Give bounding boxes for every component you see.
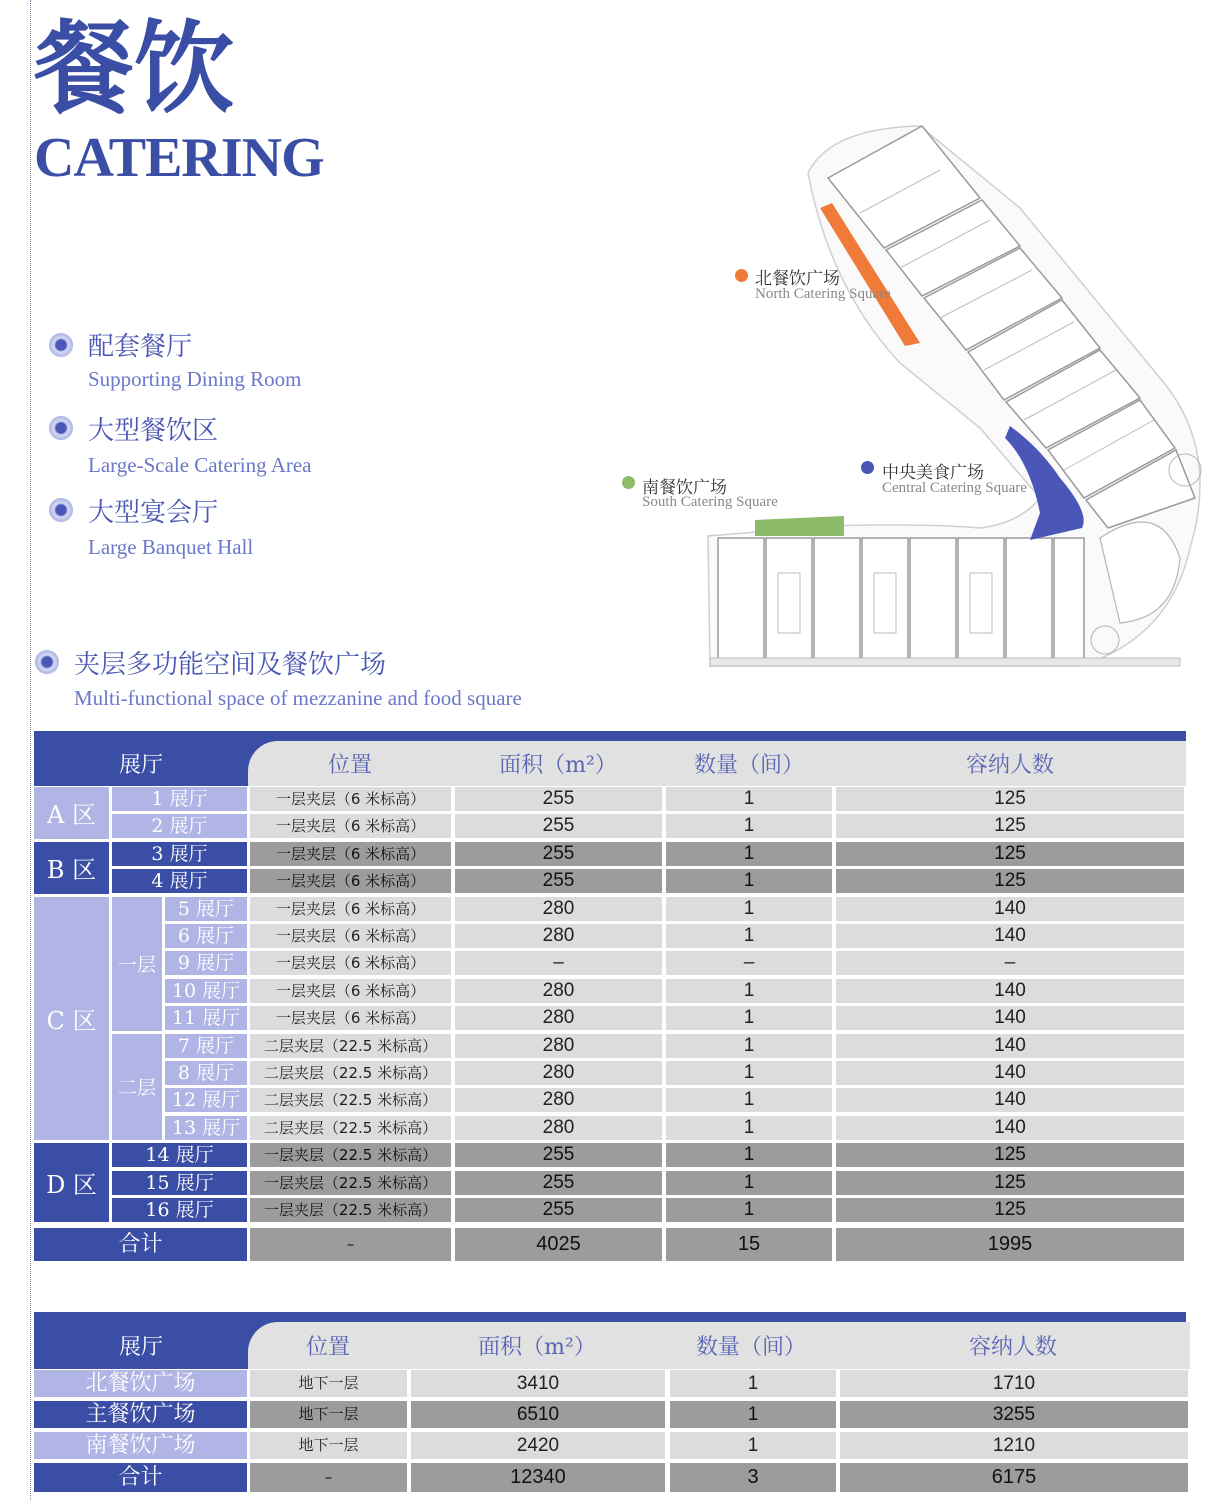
page-title-en: CATERING — [34, 127, 324, 189]
position-cell: 一层夹层（22.5 米标高） — [250, 1143, 451, 1167]
header-count: 数量（间） — [695, 1335, 806, 1360]
position-cell: 一层夹层（6 米标高） — [250, 869, 451, 893]
capacity-cell: 3255 — [840, 1401, 1188, 1428]
position-cell: 一层夹层（6 米标高） — [250, 1006, 451, 1030]
header-area: 面积（m²） — [499, 753, 617, 778]
header-count: 数量（间） — [693, 753, 804, 778]
count-cell: 1 — [670, 1370, 836, 1397]
capacity-cell: 125 — [836, 1171, 1184, 1195]
hall-name-cell: 14 展厅 — [112, 1143, 247, 1167]
area-cell: 255 — [455, 869, 662, 893]
capacity-cell: 140 — [836, 924, 1184, 948]
square-name-cell: 北餐饮广场 — [34, 1370, 247, 1397]
count-cell: 1 — [666, 1006, 832, 1030]
area-cell: 280 — [455, 1034, 662, 1058]
total-capacity-cell: 1995 — [836, 1228, 1184, 1261]
count-cell: 1 — [666, 787, 832, 811]
bullet-icon — [49, 416, 73, 440]
hall-name-cell: 9 展厅 — [165, 951, 247, 975]
square-name-cell: 主餐饮广场 — [34, 1401, 247, 1428]
capacity-cell: 125 — [836, 869, 1184, 893]
hall-name-cell: 1 展厅 — [112, 787, 247, 811]
total-position-cell: – — [250, 1463, 407, 1492]
count-cell: 1 — [666, 979, 832, 1003]
position-cell: 一层夹层（6 米标高） — [250, 979, 451, 1003]
floor-1-label: 一层 — [112, 897, 162, 1031]
total-position-cell: – — [250, 1228, 451, 1261]
zone-d-label: D 区 — [34, 1143, 109, 1222]
header-area: 面积（m²） — [478, 1335, 596, 1360]
table-top-bar — [34, 1312, 1186, 1322]
hall-name-cell: 15 展厅 — [112, 1171, 247, 1195]
area-cell: 6510 — [411, 1401, 665, 1428]
header-capacity: 容纳人数 — [968, 1335, 1057, 1360]
feature-cn: 配套餐厅 — [88, 332, 193, 362]
total-area-cell: 4025 — [455, 1228, 662, 1261]
count-cell: 1 — [666, 1143, 832, 1167]
capacity-cell: 125 — [836, 1198, 1184, 1222]
position-cell: 一层夹层（6 米标高） — [250, 814, 451, 838]
header-position: 位置 — [305, 1335, 350, 1360]
feature-en: Multi-functional space of mezzanine and food square — [74, 686, 522, 710]
area-cell: 280 — [455, 897, 662, 921]
area-cell: 280 — [455, 979, 662, 1003]
count-cell: 1 — [666, 897, 832, 921]
floor-2-label: 二层 — [112, 1034, 162, 1141]
central-square-label-cn: 中央美食广场 — [882, 463, 984, 483]
feature-cn: 大型餐饮区 — [88, 416, 219, 446]
central-dot-icon — [861, 461, 874, 474]
count-cell: 1 — [666, 1198, 832, 1222]
south-dot-icon — [622, 476, 635, 489]
feature-en: Supporting Dining Room — [88, 367, 302, 391]
table-header — [34, 1322, 1190, 1369]
hall-name-cell: 5 展厅 — [165, 897, 247, 921]
bullet-icon — [49, 498, 73, 522]
total-label: 合计 — [34, 1228, 247, 1261]
count-cell: 1 — [666, 842, 832, 866]
capacity-cell: 140 — [836, 1061, 1184, 1085]
area-cell: 255 — [455, 1171, 662, 1195]
site-plan-drawing — [600, 118, 1211, 678]
area-cell: 255 — [455, 787, 662, 811]
position-cell: 一层夹层（6 米标高） — [250, 924, 451, 948]
count-cell: 1 — [666, 1171, 832, 1195]
area-cell: 2420 — [411, 1432, 665, 1459]
capacity-cell: 140 — [836, 979, 1184, 1003]
bullet-icon — [49, 333, 73, 357]
capacity-cell: 140 — [836, 897, 1184, 921]
count-cell: 1 — [666, 1034, 832, 1058]
page-title-cn: 餐饮 — [34, 10, 234, 127]
capacity-cell: 125 — [836, 1143, 1184, 1167]
position-cell: 一层夹层（22.5 米标高） — [250, 1171, 451, 1195]
count-cell: 1 — [666, 1061, 832, 1085]
position-cell: 二层夹层（22.5 米标高） — [250, 1034, 451, 1058]
header-capacity: 容纳人数 — [965, 753, 1054, 778]
feature-en: Large Banquet Hall — [88, 535, 254, 559]
south-square-label-en: South Catering Square — [642, 494, 778, 510]
north-square-label-en: North Catering Square — [755, 286, 891, 302]
area-cell: 3410 — [411, 1370, 665, 1397]
north-dot-icon — [735, 269, 748, 282]
area-cell: 255 — [455, 1143, 662, 1167]
count-cell: 1 — [670, 1401, 836, 1428]
position-cell: 二层夹层（22.5 米标高） — [250, 1116, 451, 1140]
hall-name-cell: 4 展厅 — [112, 869, 247, 893]
table-top-bar — [34, 731, 1186, 741]
header-position: 位置 — [327, 753, 372, 778]
capacity-cell: – — [836, 951, 1184, 975]
area-cell: 255 — [455, 814, 662, 838]
position-cell: 一层夹层（6 米标高） — [250, 842, 451, 866]
south-square-label-cn: 南餐饮广场 — [642, 478, 727, 498]
position-cell: 地下一层 — [250, 1432, 407, 1459]
count-cell: 1 — [666, 924, 832, 948]
count-cell: 1 — [666, 1116, 832, 1140]
zone-a-label: A 区 — [34, 787, 109, 839]
feature-cn: 大型宴会厅 — [88, 498, 219, 528]
header-hall: 展厅 — [34, 741, 248, 786]
hall-name-cell: 16 展厅 — [112, 1198, 247, 1222]
position-cell: 一层夹层（6 米标高） — [250, 897, 451, 921]
area-cell: 280 — [455, 1006, 662, 1030]
capacity-cell: 140 — [836, 1006, 1184, 1030]
total-label: 合计 — [34, 1463, 247, 1492]
position-cell: 地下一层 — [250, 1370, 407, 1397]
capacity-cell: 125 — [836, 842, 1184, 866]
site-plan-map — [600, 118, 1211, 678]
table-header — [34, 741, 1186, 786]
capacity-cell: 125 — [836, 814, 1184, 838]
position-cell: 二层夹层（22.5 米标高） — [250, 1088, 451, 1112]
food-square-table — [34, 1312, 1186, 1492]
north-square-label-cn: 北餐饮广场 — [755, 269, 840, 289]
hall-name-cell: 12 展厅 — [165, 1088, 247, 1112]
capacity-cell: 1210 — [840, 1432, 1188, 1459]
area-cell: 280 — [455, 924, 662, 948]
capacity-cell: 140 — [836, 1116, 1184, 1140]
position-cell: 一层夹层（6 米标高） — [250, 951, 451, 975]
capacity-cell: 140 — [836, 1034, 1184, 1058]
hall-name-cell: 3 展厅 — [112, 842, 247, 866]
feature-en: Large-Scale Catering Area — [88, 453, 312, 477]
total-capacity-cell: 6175 — [840, 1463, 1188, 1492]
central-square-label-en: Central Catering Square — [882, 480, 1027, 496]
position-cell: 一层夹层（22.5 米标高） — [250, 1198, 451, 1222]
area-cell: 280 — [455, 1088, 662, 1112]
area-cell: 280 — [455, 1116, 662, 1140]
hall-name-cell: 8 展厅 — [165, 1061, 247, 1085]
square-name-cell: 南餐饮广场 — [34, 1432, 247, 1459]
hall-name-cell: 7 展厅 — [165, 1034, 247, 1058]
hall-name-cell: 2 展厅 — [112, 814, 247, 838]
area-cell: – — [455, 951, 662, 975]
zone-c-label: C 区 — [34, 897, 109, 1141]
capacity-cell: 125 — [836, 787, 1184, 811]
count-cell: – — [666, 951, 832, 975]
count-cell: 1 — [666, 814, 832, 838]
south-square-area — [755, 516, 844, 536]
hall-name-cell: 11 展厅 — [165, 1006, 247, 1030]
total-area-cell: 12340 — [411, 1463, 665, 1492]
count-cell: 1 — [666, 869, 832, 893]
area-cell: 255 — [455, 842, 662, 866]
hall-name-cell: 6 展厅 — [165, 924, 247, 948]
total-count-cell: 3 — [670, 1463, 836, 1492]
page-margin-line — [30, 0, 31, 1500]
exhibition-hall-catering-table — [34, 731, 1186, 1264]
header-hall: 展厅 — [34, 1322, 248, 1369]
capacity-cell: 1710 — [840, 1370, 1188, 1397]
hall-name-cell: 10 展厅 — [165, 979, 247, 1003]
zone-b-label: B 区 — [34, 842, 109, 894]
bullet-icon — [35, 650, 59, 674]
area-cell: 255 — [455, 1198, 662, 1222]
position-cell: 地下一层 — [250, 1401, 407, 1428]
area-cell: 280 — [455, 1061, 662, 1085]
count-cell: 1 — [670, 1432, 836, 1459]
feature-cn: 夹层多功能空间及餐饮广场 — [74, 650, 387, 680]
position-cell: 二层夹层（22.5 米标高） — [250, 1061, 451, 1085]
hall-name-cell: 13 展厅 — [165, 1116, 247, 1140]
count-cell: 1 — [666, 1088, 832, 1112]
position-cell: 一层夹层（6 米标高） — [250, 787, 451, 811]
capacity-cell: 140 — [836, 1088, 1184, 1112]
total-count-cell: 15 — [666, 1228, 832, 1261]
